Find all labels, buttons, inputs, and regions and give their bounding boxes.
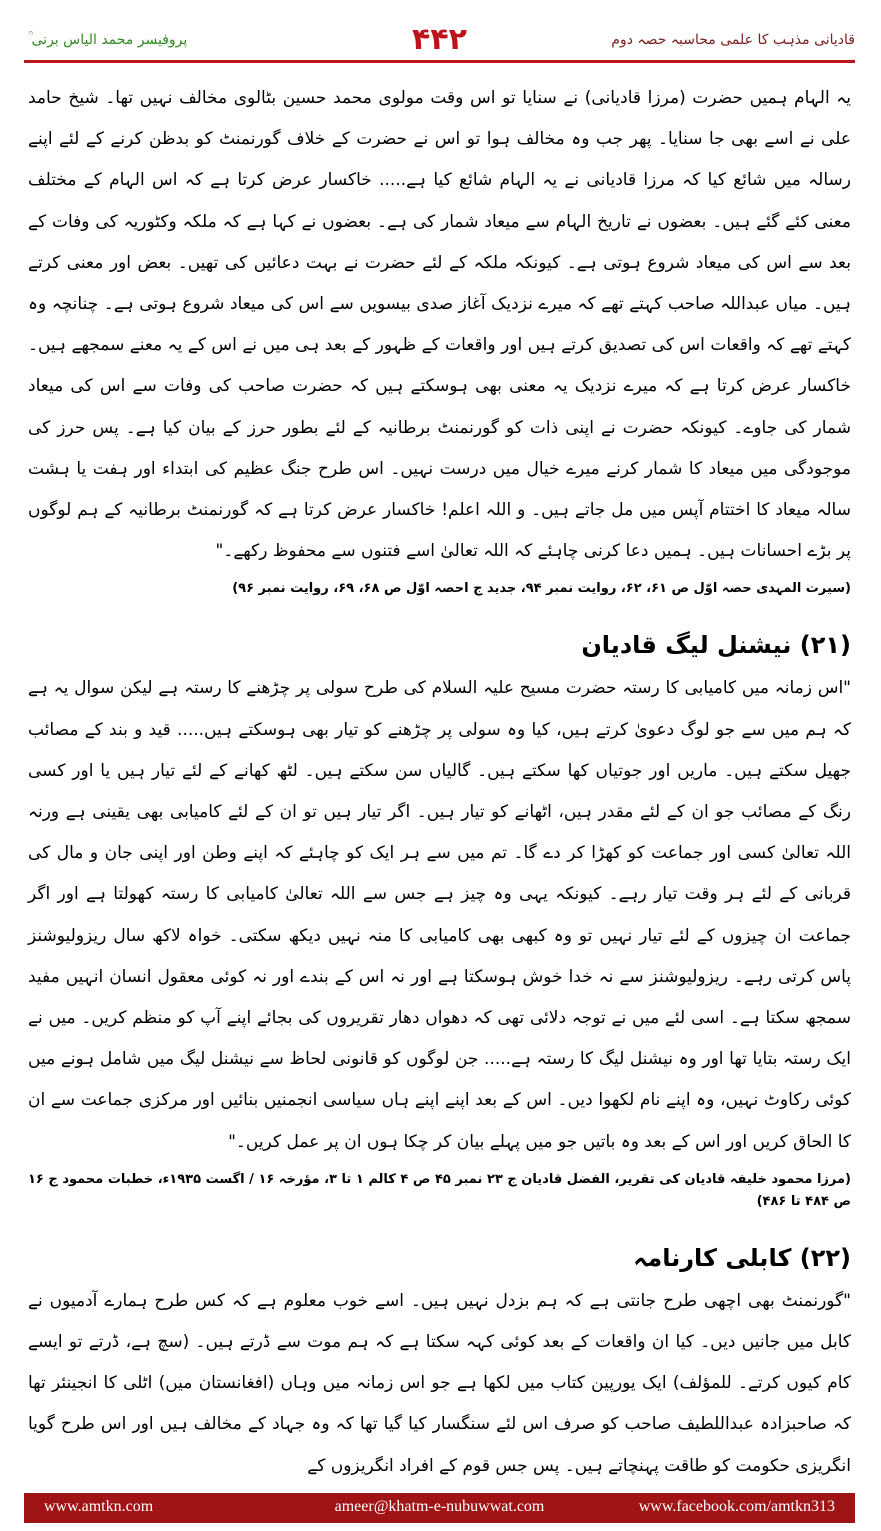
paragraph-3: "گورنمنٹ بھی اچھی طرح جانتی ہے کہ ہم بزدل نہیں ہیں۔ اسے خوب معلوم ہے کہ کس طرح ہمارے آدمیوں نے کابل میں جانیں دیں۔ کیا ان واقعات کے بعد کوئی کہہ سکتا ہے کہ ہم موت سے ڈرتے ہیں۔ (سچ ہے، ڈرتے تو ایسے کام کیوں کرتے۔ للمؤلف) ایک یورپین کتاب میں لکھا ہے جو اس زمانہ میں وہاں (افغانستان میں) اٹلی کا انجینئر تھا کہ صاحبزادہ عبداللطیف صاحب کو صرف اس لئے سنگسار کیا گیا تھا کہ وہ جہاد کے مخالف ہیں اور اس طرح گویا انگریزی حکومت کو طاقت پہنچاتے ہیں۔ پس جس قوم کے افراد انگریزوں کے (28, 1290, 851, 1476)
header-book-title: قادیانی مذہب کا علمی محاسبہ حصہ دوم (611, 32, 855, 48)
footer-facebook-link[interactable]: www.facebook.com/amtkn313 (638, 1498, 835, 1515)
reference-2: (مرزا محمود خلیفہ قادیان کی تقریر، الفضل قادیان ج ۲۳ نمبر ۴۵ ص ۴ کالم ۱ تا ۳، مؤرخہ ۱۶ / اگست ۱۹۳۵ء، خطبات محمود ج ۱۶ ص ۴۸۴ تا ۴۸۶) (28, 1171, 851, 1209)
header-author: پروفیسر محمد الیاس برنی ؒ (28, 32, 188, 48)
section-21-title: (۲۱) نیشنل لیگ قادیان (581, 631, 851, 660)
paragraph-2: "اس زمانہ میں کامیابی کا رستہ حضرت مسیح علیہ السلام کی طرح سولی پر چڑھنے کا رستہ ہے لیکن سوال یہ ہے کہ ہم میں سے جو لوگ دعویٰ کرتے ہیں، کیا وہ سولی پر چڑھنے کو تیار بھی ہوسکتے ہیں..... قید و بند کے مصائب جھیل سکتے ہیں۔ ماریں اور جوتیاں کھا سکتے ہیں۔ گالیاں سن سکتے ہیں۔ لٹھ کھانے کے لئے تیار ہیں یا اور کسی رنگ کے مصائب جو ان کے لئے مقدر ہیں، اٹھانے کو تیار ہیں۔ اگر تیار ہیں تو ان کے لئے کامیابی بھی یقینی ہے ورنہ اللہ تعالیٰ کسی اور جماعت کو کھڑا کر دے گا۔ تم میں سے ہر ایک کو چاہئے کہ اپنے وطن اور اپنی جان و مال کی قربانی کے لئے ہر وقت تیار رہے۔ کیونکہ یہی وہ چیز ہے جس سے اللہ تعالیٰ کامیابی کا رستہ کھولتا ہے اور اگر جماعت ان چیزوں کے لئے تیار نہیں تو وہ کبھی بھی کامیابی کا منہ نہیں دیکھ سکتی۔ خواہ لاکھ سال ریزولیوشنز پاس کرتی رہے۔ ریزولیوشنز سے نہ خدا خوش ہوسکتا ہے اور نہ اس کے بندے اور نہ کوئی معقول انسان انہیں مفید سمجھ سکتا ہے۔ اسی لئے میں نے توجہ دلائی تھی کہ دھواں دھار تقریروں کی بجائے اپنے آپ کو منظم کریں۔ میں نے ایک رستہ بتایا تھا اور وہ نیشنل لیگ کا رستہ ہے..... جن لوگوں کو قانونی لحاظ سے نیشنل لیگ میں شامل ہونے میں کوئی رکاوٹ نہیں، وہ اپنے نام لکھوا دیں۔ اس کے بعد اپنے اپنے ہاں سیاسی انجمنیں بنائیں اور مرکزی جماعت سے ان کا الحاق کریں اور اس کے بعد وہ باتیں جو میں پہلے بیان کر چکا ہوں ان پر عمل کریں۔" (28, 678, 851, 1152)
page-number: ۴۴۲ (412, 22, 467, 57)
reference-1: (سیرت المہدی حصہ اوّل ص ۶۱، ۶۲، روایت نمبر ۹۴، جدید ج احصہ اوّل ص ۶۸، ۶۹، روایت نمبر ۹۶) (232, 581, 851, 597)
footer-website-link[interactable]: www.amtkn.com (44, 1498, 154, 1515)
paragraph-1: یہ الہام ہمیں حضرت (مرزا قادیانی) نے سنایا تو اس وقت مولوی محمد حسین بٹالوی مخالف نہیں تھا۔ شیخ حامد علی نے اسے بھی جا سنایا۔ پھر جب وہ مخالف ہوا تو اس نے حضرت کے خلاف گورنمنٹ کو بدظن کرنے کے لئے اپنے رسالہ میں شائع کیا کہ مرزا قادیانی نے یہ الہام شائع کیا ہے..... خاکسار عرض کرتا ہے کہ اس الہام کے مختلف معنی کئے گئے ہیں۔ بعضوں نے تاریخ الہام سے میعاد شمار کی ہے۔ بعضوں نے کہا ہے کہ ملکہ وکٹوریہ کی وفات کے بعد سے اس کی میعاد شروع ہوتی ہے۔ کیونکہ ملکہ کے لئے حضرت نے بہت دعائیں کی تھیں۔ بعض اور معنی کرتے ہیں۔ میاں عبداللہ صاحب کہتے تھے کہ میرے نزدیک آغاز صدی بیسویں سے اس کی میعاد شروع ہوتی ہے۔ چنانچہ وہ کہتے تھے کہ واقعات اس کی تصدیق کرتے ہیں اور واقعات کے ظہور کے بعد ہی میں نے اس کے یہ معنے سمجھے ہیں۔ خاکسار عرض کرتا ہے کہ میرے نزدیک یہ معنی بھی ہوسکتے ہیں کہ حضرت صاحب کی وفات سے اس کی میعاد شمار کی جاوے۔ کیونکہ حضرت نے اپنی ذات کو گورنمنٹ برطانیہ کے لئے بطور حرز کے بیان کیا ہے۔ پس حرز کی موجودگی میں میعاد کا شمار کرنے میرے خیال میں درست نہیں۔ اس طرح جنگ عظیم کی ابتداء اور ہفت یا ہشت سالہ میعاد کا اختتام آپس میں مل جاتے ہیں۔ و اللہ اعلم! خاکسار عرض کرتا ہے کہ گورنمنٹ برطانیہ کے ہم لوگوں پر بڑے احسانات ہیں۔ ہمیں دعا کرنی چاہئے کہ اللہ تعالیٰ اسے فتنوں سے محفوظ رکھے۔" (28, 88, 851, 562)
footer-email-link[interactable]: ameer@khatm-e-nubuwwat.com (334, 1498, 545, 1515)
page-content (28, 78, 851, 1487)
page-header (24, 22, 855, 58)
header-divider (24, 60, 855, 63)
page-footer (24, 1493, 855, 1523)
section-22-title: (۲۲) کابلی کارنامہ (633, 1243, 851, 1272)
